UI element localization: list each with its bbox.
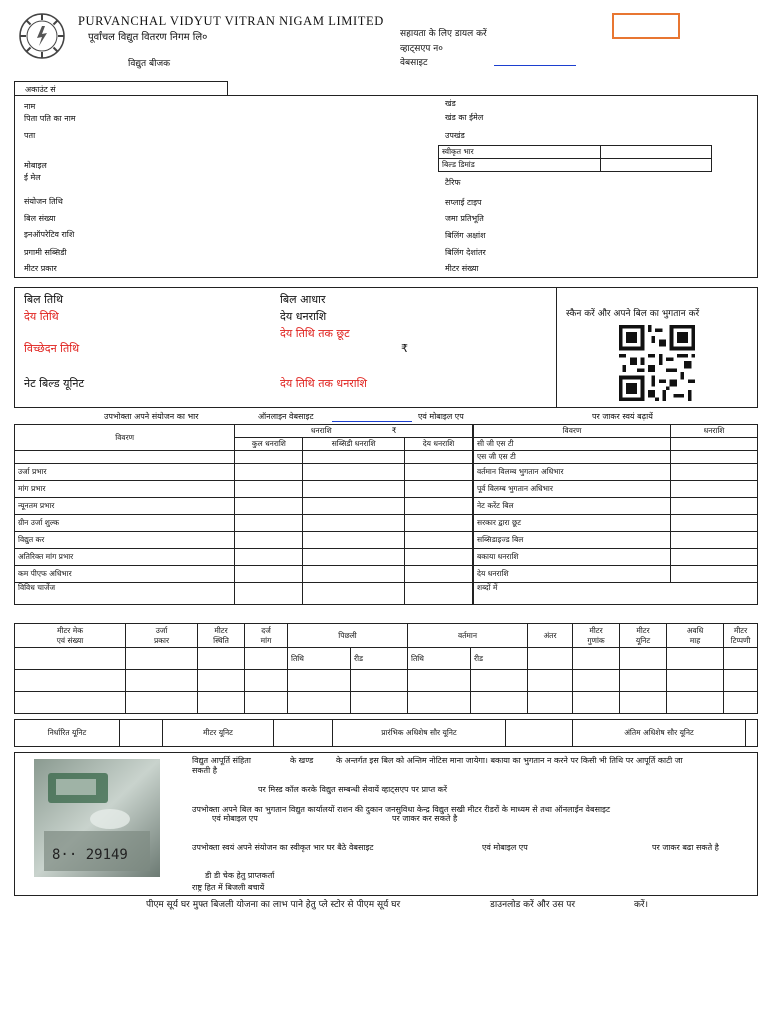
solar-opening-label: प्रारंभिक अधिशेष सौर यूनिट xyxy=(333,720,506,747)
supply-code-text: विद्युत आपूर्ति संहिता xyxy=(192,756,251,765)
total-row: नेट करेंट बिल xyxy=(474,498,671,515)
connection-date-label: संयोजन तिथि xyxy=(24,197,63,206)
meter-reading-table xyxy=(14,623,758,714)
register-text: करें। xyxy=(634,900,649,910)
progressive-subsidy-label: प्रगामी सब्सिडी xyxy=(24,248,67,257)
due-amount-label: देय धनराशि xyxy=(280,310,327,323)
total-row: सरकार द्वारा छूट xyxy=(474,515,671,532)
download-text: डाउनलोड करें और उस पर xyxy=(490,900,576,910)
website-link[interactable] xyxy=(494,65,576,66)
current-date-header: तिथि xyxy=(408,648,471,670)
meter-make-header: मीटर मेक एवं संख्या xyxy=(15,624,126,648)
due-date-label: देय तिथि xyxy=(24,310,59,323)
charge-row: मांग प्रभार xyxy=(15,481,235,498)
name-label: नाम xyxy=(24,102,36,111)
assessed-units-label: निर्धारित यूनिट xyxy=(15,720,120,747)
energy-type-header: उर्जा प्रकार xyxy=(126,624,198,648)
company-name-en: PURVANCHAL VIDYUT VITRAN NIGAM LIMITED xyxy=(78,14,384,28)
address-label: पता xyxy=(24,131,36,140)
account-details xyxy=(14,95,758,278)
payment-qr-code[interactable] xyxy=(616,325,698,401)
totals-amount-header: धनराशि xyxy=(671,425,758,438)
billed-demand-label: बिल्ड डिमांड xyxy=(439,159,601,172)
rupee-symbol: ₹ xyxy=(401,342,408,355)
billed-demand-value xyxy=(601,159,712,172)
pm-surya-ghar-text: पीएम सूर्य घर मुफ्त बिजली योजना का लाभ पाने हेतु प्ले स्टोर से पीएम सूर्य घर xyxy=(146,900,401,910)
load-table xyxy=(438,145,712,172)
scan-to-pay-text: स्कैन करें और अपने बिल का भुगतान करें xyxy=(566,309,700,319)
total-row: वर्तमान विलम्ब भुगतान अधिभार xyxy=(474,464,671,481)
website-label: वेबसाइट xyxy=(400,58,428,68)
total-row: पूर्व विलम्ब भुगतान अधिभार xyxy=(474,481,671,498)
charge-row: उर्जा प्रभार xyxy=(15,464,235,481)
previous-reading-header: पिछली xyxy=(288,624,408,648)
total-row: सब्सिडाइज्ड बिल xyxy=(474,532,671,549)
total-row: देय धनराशि xyxy=(474,566,671,583)
division-email-label: खंड का ईमेल xyxy=(445,113,484,122)
dd-cheque-text: डी डी चेक हेतु प्राप्तकर्ता xyxy=(205,871,275,880)
inoperative-amount-label: इनऑपरेटिव राशि xyxy=(24,230,75,239)
load-notice-website: ऑनलाइन वेबसाइट xyxy=(258,412,314,421)
meter-status-header: मीटर स्थिति xyxy=(198,624,245,648)
company-name-hi: पूर्वांचल विद्युत वितरण निगम लि० xyxy=(88,32,208,43)
meter-remark-header: मीटर टिप्पणी xyxy=(724,624,758,648)
total-amount-header: कुल धनराशि xyxy=(235,438,303,451)
previous-date-header: तिथि xyxy=(288,648,351,670)
whatsapp-label: व्हाट्सएप न० xyxy=(400,44,443,54)
helpline-label: सहायता के लिए डायल करें xyxy=(400,29,487,39)
load-increase-app-text: एवं मोबाइल एप xyxy=(482,843,528,852)
load-notice-part-2: पर जाकर स्वयं बढ़ायें xyxy=(592,412,653,421)
payment-channels-text: उपभोक्ता अपने बिल का भुगतान विद्युत कार्यालयों राशन की दुकान जनसुविधा केन्द्र विद्युत सखी मीटर रीडरों के माध्यम से तथा ऑनलाईन वेबसाइट xyxy=(192,805,611,814)
company-logo xyxy=(18,12,66,60)
meter-type-label: मीटर प्रकार xyxy=(24,264,57,273)
svg-text:8·· 29149: 8·· 29149 xyxy=(52,847,128,863)
rebate-label: देय तिथि तक छूट xyxy=(280,327,350,340)
billing-longitude-label: बिलिंग देशांतर xyxy=(445,248,486,257)
charges-desc-header: विवरण xyxy=(15,425,235,451)
security-deposit-label: जमा प्रतिभूति xyxy=(445,214,484,223)
online-website-link[interactable] xyxy=(332,421,412,422)
disconnection-date-label: विच्छेदन तिथि xyxy=(24,342,80,355)
multiplying-factor-header: मीटर गुणांक xyxy=(573,624,620,648)
total-row: बकाया धनराशि xyxy=(474,549,671,566)
load-notice-app: एवं मोबाइल एप xyxy=(418,412,464,421)
charge-row: विद्युत कर xyxy=(15,532,235,549)
mobile-label: मोबाइल xyxy=(24,161,47,170)
load-increase-text-cont: पर जाकर बढा सकते है xyxy=(652,843,719,852)
qr-divider xyxy=(556,288,557,407)
charges-table xyxy=(14,424,473,605)
subdivision-label: उपखंड xyxy=(445,131,465,140)
charge-row: न्यूनतम प्रभार xyxy=(15,498,235,515)
supply-type-label: सप्लाई टाइप xyxy=(445,198,482,207)
account-number-box xyxy=(14,81,228,96)
sanctioned-load-value xyxy=(601,146,712,159)
charge-row: अतिरिक्त मांग प्रभार xyxy=(15,549,235,566)
payment-app-text: एवं मोबाइल एप xyxy=(212,814,258,823)
total-row: एस जी एस टी xyxy=(474,451,671,464)
amount-till-due-label: देय तिथि तक धनराशि xyxy=(280,377,367,390)
billing-latitude-label: बिलिंग अक्षांश xyxy=(445,231,486,240)
totals-desc-header: विवरण xyxy=(474,425,671,438)
final-notice-text: के अन्तर्गत इस बिल को अन्तिम नोटिस माना जायेगा। बकाया का भुगतान न करने पर किसी भी तिथि पर आपूर्ति काटी जा xyxy=(336,756,683,765)
charges-amount-header: धनराशि ₹ xyxy=(235,425,473,438)
total-row: सी जी एस टी xyxy=(474,438,671,451)
recorded-demand-header: दर्ज मांग xyxy=(245,624,288,648)
payment-app-text-cont: पर जाकर कर सकते है xyxy=(392,814,458,823)
meter-units-label: मीटर यूनिट xyxy=(163,720,274,747)
units-summary-table xyxy=(14,719,758,747)
net-billed-units-label: नेट बिल्ड यूनिट xyxy=(24,377,85,390)
document-title: विद्युत बीजक xyxy=(128,59,171,69)
missed-call-text: पर मिस्ड कॉल करके विद्युत सम्बन्धी सेवायें व्हाट्सएप पर प्राप्त करें xyxy=(258,785,448,794)
current-reading-header: वर्तमान xyxy=(408,624,528,648)
final-notice-text-cont: सकती है xyxy=(192,766,217,775)
clause-text: के खण्ड xyxy=(290,756,314,765)
solar-closing-label: अंतिम अधिशेष सौर यूनिट xyxy=(573,720,746,747)
current-reading-subheader: रीड xyxy=(471,648,528,670)
bill-basis-label: बिल आधार xyxy=(280,293,326,306)
previous-reading-subheader: रीड xyxy=(351,648,408,670)
meter-units-header: मीटर यूनिट xyxy=(620,624,667,648)
difference-header: अंतर xyxy=(528,624,573,648)
charge-row: ग्रीन उर्जा शुल्क xyxy=(15,515,235,532)
save-electricity-text: राष्ट्र हित में बिजली बचायें xyxy=(192,883,265,892)
meter-number-label: मीटर संख्या xyxy=(445,264,479,273)
bill-date-label: बिल तिथि xyxy=(24,293,64,306)
load-increase-text: उपभोक्ता स्वयं अपने संयोजन का स्वीकृत भार घर बैठे वेबसाइट xyxy=(192,843,374,852)
charge-row: विविध चार्जेज xyxy=(15,583,235,605)
email-label: ई मेल xyxy=(24,173,41,182)
bill-number-label: बिल संख्या xyxy=(24,214,56,223)
highlight-box xyxy=(612,13,680,39)
charge-row: कम पीएफ अधिभार xyxy=(15,566,235,583)
payable-amount-header: देय धनराशि xyxy=(404,438,472,451)
meter-photo xyxy=(34,759,160,877)
father-name-label: पिता पति का नाम xyxy=(24,114,76,123)
division-label: खंड xyxy=(445,99,456,108)
load-notice-part-1: उपभोक्ता अपने संयोजन का भार xyxy=(104,412,199,421)
subsidy-amount-header: सब्सिडी धनराशि xyxy=(303,438,405,451)
tariff-label: टैरिफ xyxy=(445,178,461,187)
sanctioned-load-label: स्वीकृत भार xyxy=(439,146,601,159)
period-months-header: अवधि माह xyxy=(667,624,724,648)
bill-totals-table xyxy=(473,424,758,605)
account-number-label: अकाउंट सं xyxy=(25,85,56,94)
amount-in-words: शब्दों में xyxy=(474,583,758,605)
